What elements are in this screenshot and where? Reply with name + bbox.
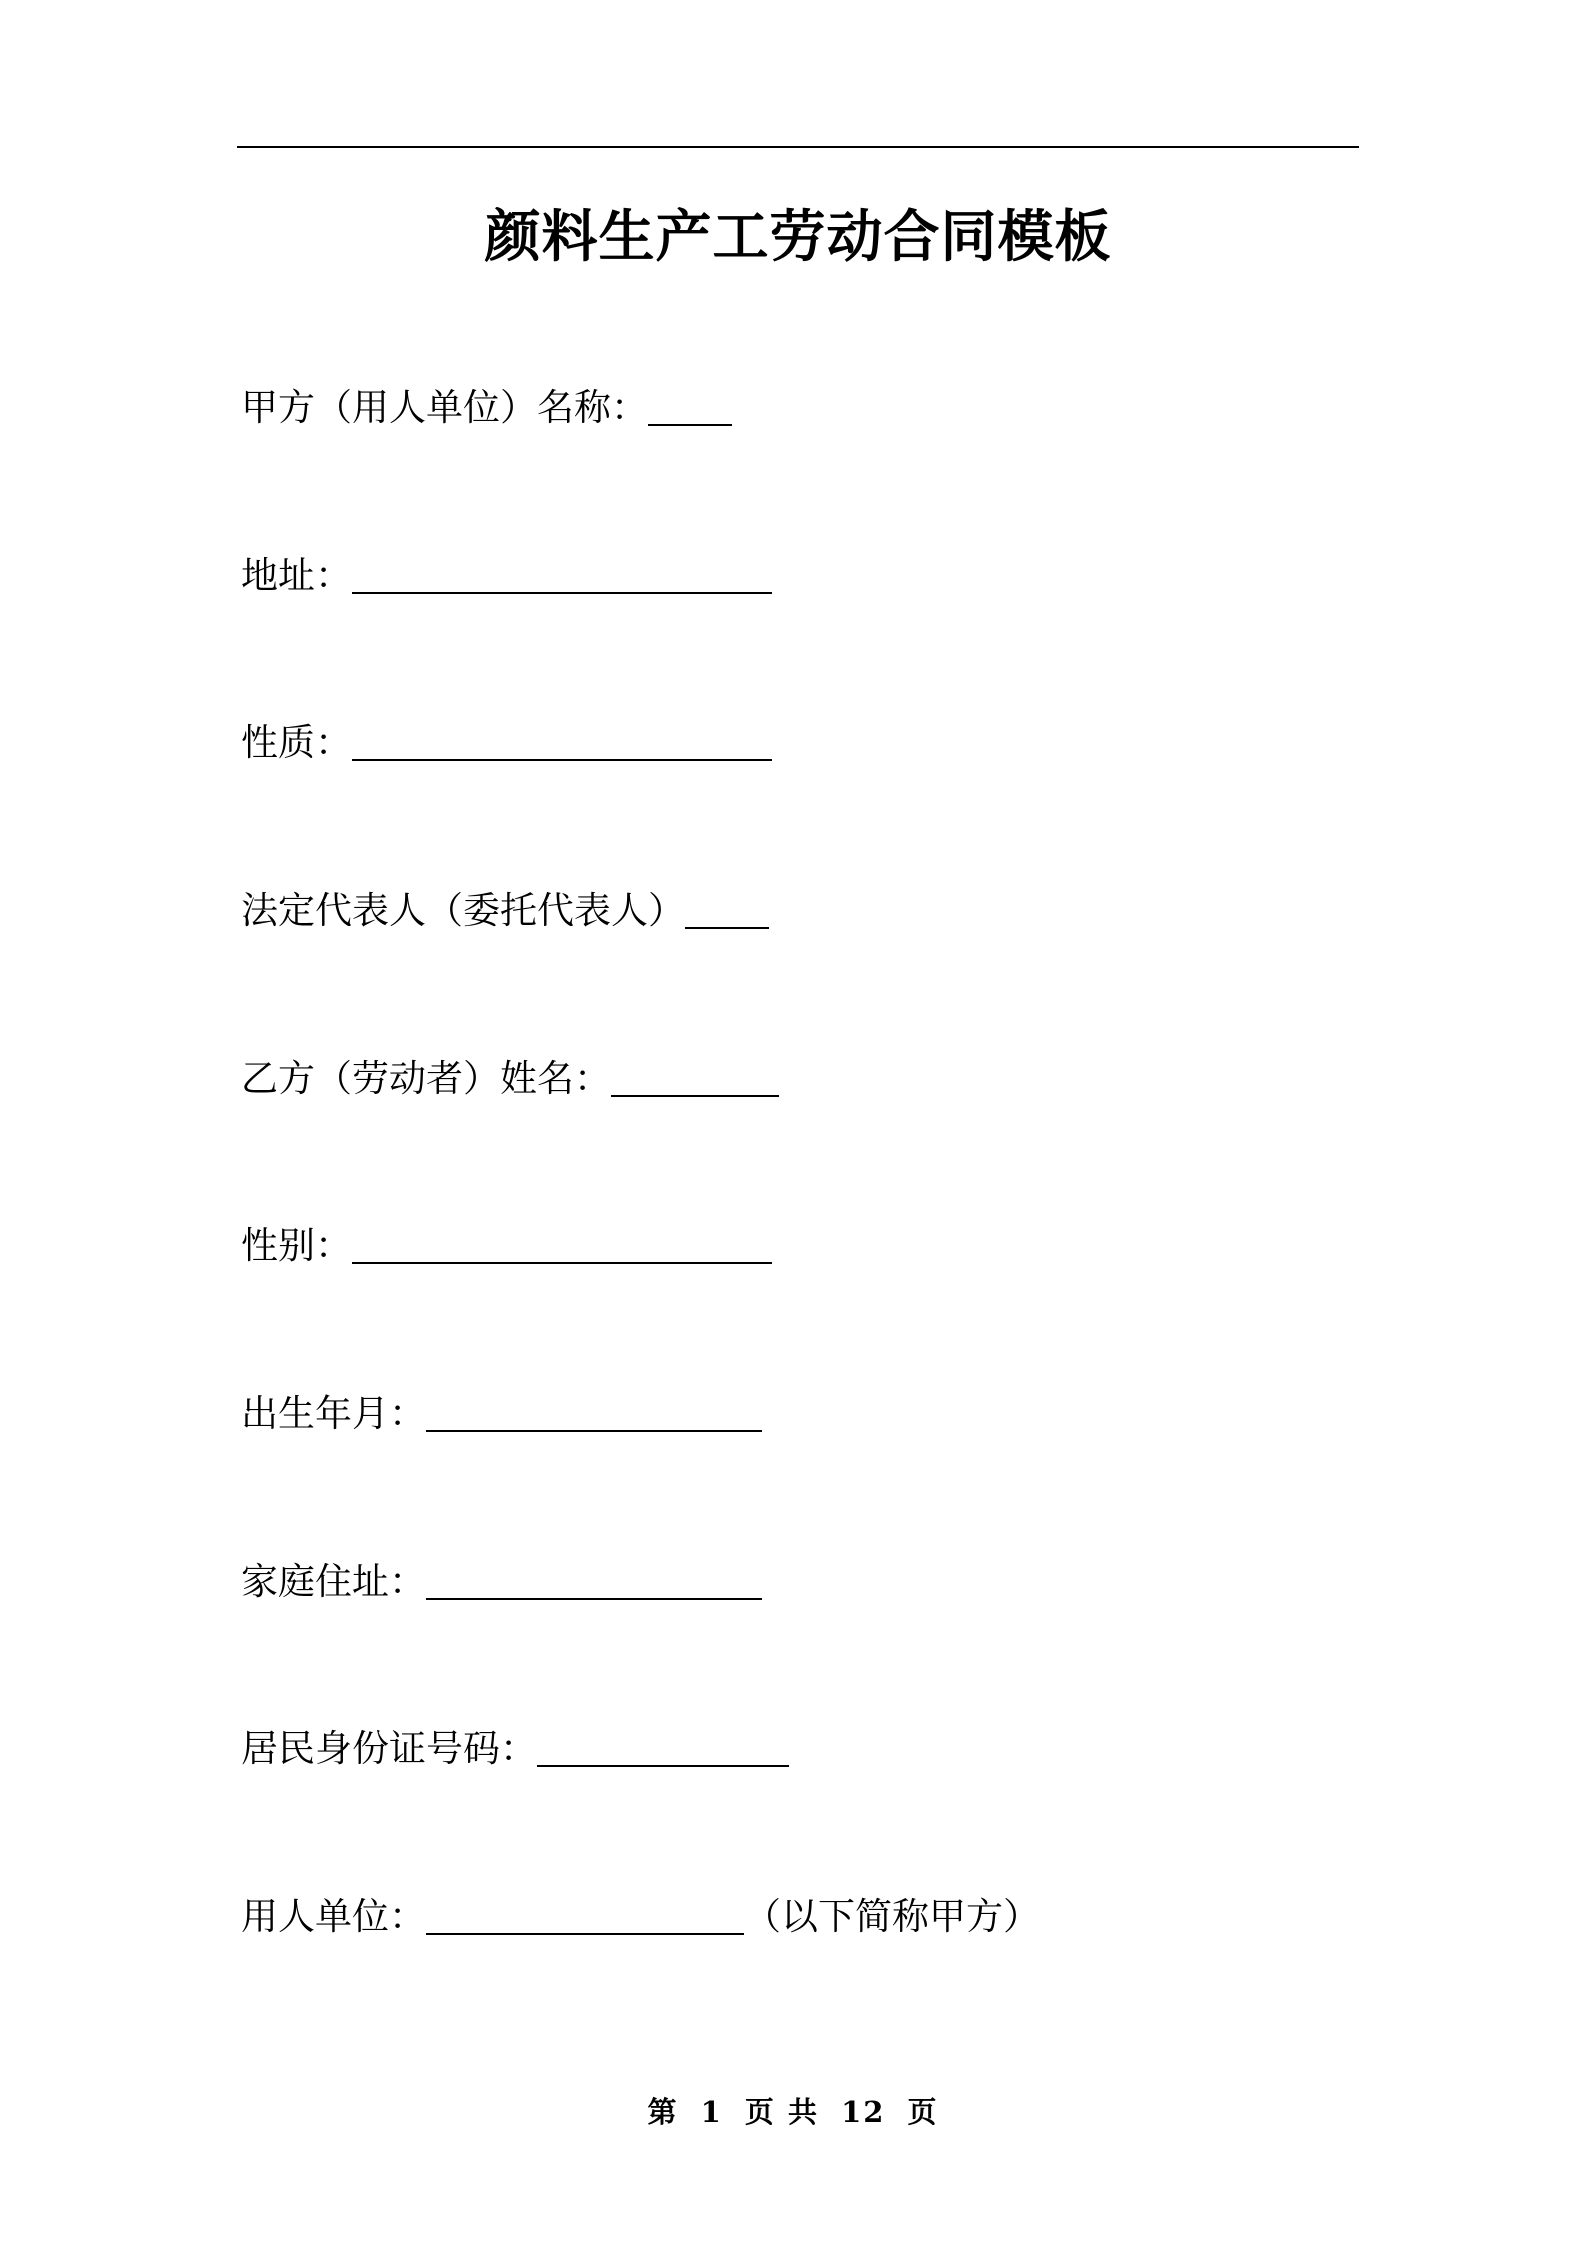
field-employer [241, 1881, 1040, 1941]
page-number-footer [0, 2092, 1586, 2132]
field-legal-representative [241, 875, 769, 935]
fill-in-blank[interactable] [426, 1893, 744, 1935]
field-party-b-name [241, 1043, 779, 1103]
field-label: 用人单位： [241, 1895, 426, 1938]
field-label: 乙方（劳动者）姓名： [241, 1057, 611, 1100]
field-label: 性质： [241, 721, 352, 764]
field-id-number [241, 1713, 789, 1773]
field-label: 居民身份证号码： [241, 1727, 537, 1770]
field-label: 地址： [241, 554, 352, 597]
document-title: 颜料生产工劳动合同模板 [484, 205, 1112, 270]
field-gender [241, 1210, 772, 1270]
fill-in-blank[interactable] [352, 552, 772, 594]
header-rule [237, 146, 1359, 148]
footer-total-pages: 12 [841, 2095, 886, 2129]
footer-current-page: 1 [700, 2095, 723, 2129]
fill-in-blank[interactable] [648, 384, 732, 426]
fill-in-blank[interactable] [685, 887, 769, 929]
footer-prefix: 第 [647, 2095, 679, 2129]
field-home-address [241, 1546, 762, 1606]
field-label: 甲方（用人单位）名称： [241, 386, 648, 429]
fill-in-blank[interactable] [537, 1725, 789, 1767]
fill-in-blank[interactable] [426, 1558, 762, 1600]
field-nature [241, 707, 772, 767]
field-birth-date [241, 1378, 762, 1438]
field-party-a-name [241, 372, 732, 432]
fill-in-blank[interactable] [426, 1390, 762, 1432]
fill-in-blank[interactable] [352, 1222, 772, 1264]
fill-in-blank[interactable] [352, 719, 772, 761]
field-suffix: （以下简称甲方） [744, 1895, 1040, 1938]
field-address [241, 540, 772, 600]
fill-in-blank[interactable] [611, 1055, 779, 1097]
field-label: 性别： [241, 1224, 352, 1267]
footer-middle: 页 共 [744, 2095, 819, 2129]
field-label: 法定代表人（委托代表人） [241, 889, 685, 932]
field-label: 家庭住址： [241, 1560, 426, 1603]
footer-suffix: 页 [907, 2095, 939, 2129]
field-label: 出生年月： [241, 1392, 426, 1435]
